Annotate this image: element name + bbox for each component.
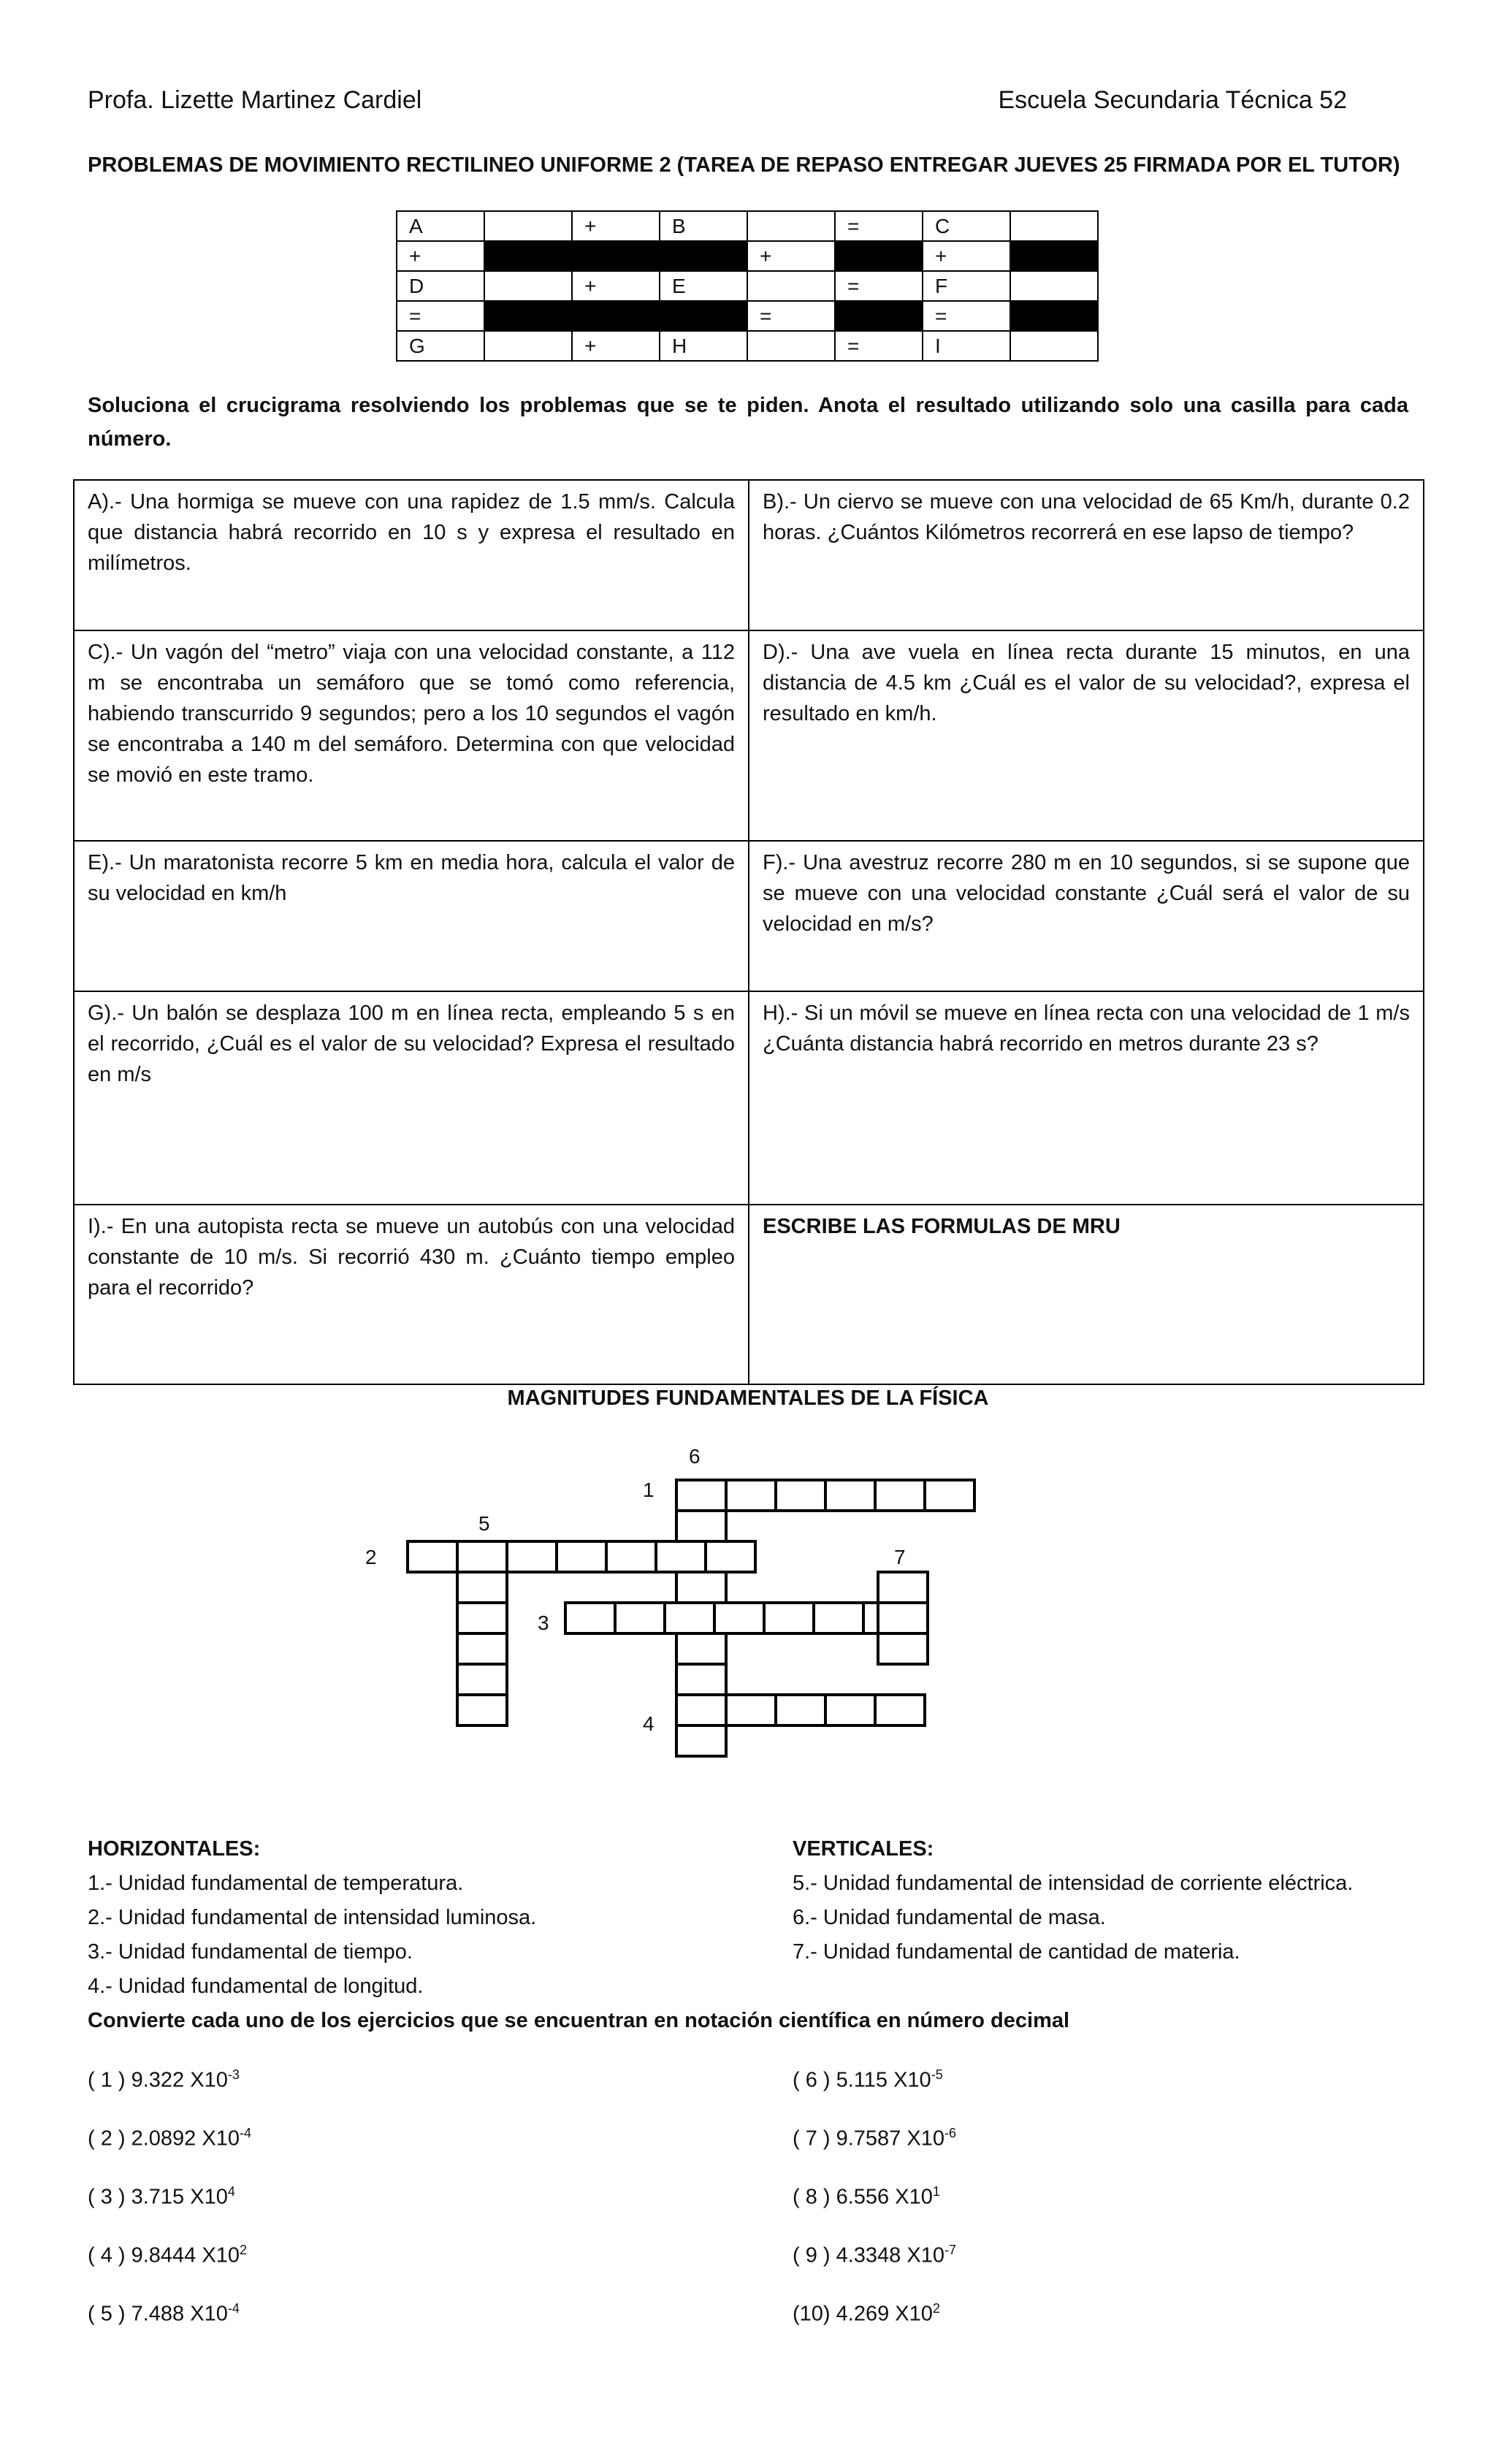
crossword-cell[interactable] bbox=[675, 1724, 728, 1758]
crossword-cell[interactable] bbox=[605, 1540, 657, 1574]
clue-h-1: 1.- Unidad fundamental de temperatura. bbox=[88, 1872, 464, 1895]
math-grid-cell bbox=[660, 241, 747, 271]
math-grid-cell: = bbox=[923, 301, 1010, 331]
math-grid-cell: + bbox=[397, 241, 484, 271]
sci-item-7: ( 7 ) 9.7587 $X10^{-6}$ bbox=[793, 2126, 956, 2151]
crossword-cell[interactable] bbox=[675, 1632, 728, 1666]
crossword-cell[interactable] bbox=[654, 1540, 707, 1574]
crossword-cell[interactable] bbox=[725, 1693, 777, 1727]
crossword-number-6: 6 bbox=[689, 1445, 701, 1468]
math-grid-cell: D bbox=[397, 271, 484, 301]
problem-b: B).- Un ciervo se mueve con una velocidad de 65 Km/h, durante 0.2 horas. ¿Cuántos Kilómetros recorrerá en ese lapso de tiempo? bbox=[749, 480, 1424, 630]
problem-g: G).- Un balón se desplaza 100 m en línea recta, empleando 5 s en el recorrido, ¿Cuál es el valor de su velocidad? Expresa el resultado en m/s bbox=[74, 991, 749, 1205]
school-name: Escuela Secundaria Técnica 52 bbox=[998, 86, 1347, 114]
math-grid-cell bbox=[835, 241, 923, 271]
crossword-cell[interactable] bbox=[505, 1540, 558, 1574]
problem-e: E).- Un maratonista recorre 5 km en media hora, calcula el valor de su velocidad en km/h bbox=[74, 841, 749, 991]
crossword-cell[interactable] bbox=[862, 1601, 915, 1635]
math-grid-row bbox=[397, 301, 1098, 331]
clue-v-7: 7.- Unidad fundamental de cantidad de materia. bbox=[793, 1940, 1240, 1964]
math-grid-cell: + bbox=[572, 211, 660, 241]
crossword-title: MAGNITUDES FUNDAMENTALES DE LA FÍSICA bbox=[507, 1387, 989, 1410]
crossword-cell[interactable] bbox=[675, 1479, 728, 1512]
math-grid-row bbox=[397, 241, 1098, 271]
problems-table bbox=[73, 479, 1424, 1385]
math-grid-cell bbox=[1010, 211, 1098, 241]
crossword-cell[interactable] bbox=[877, 1632, 929, 1666]
problem-h: H).- Si un móvil se mueve en línea recta con una velocidad de 1 m/s ¿Cuánta distancia habrá recorrido en metros durante 23 s? bbox=[749, 991, 1424, 1205]
crossword-cell[interactable] bbox=[564, 1601, 617, 1635]
clue-h-2: 2.- Unidad fundamental de intensidad luminosa. bbox=[88, 1906, 537, 1929]
crossword-cell[interactable] bbox=[763, 1601, 815, 1635]
crossword-cell[interactable] bbox=[456, 1632, 508, 1666]
crossword-cell[interactable] bbox=[923, 1479, 976, 1512]
sci-notation-title: Convierte cada uno de los ejercicios que se encuentran en notación científica en número decimal bbox=[88, 2009, 1070, 2032]
crossword-number-3: 3 bbox=[538, 1611, 549, 1634]
math-grid-cell bbox=[835, 301, 923, 331]
crossword-cell[interactable] bbox=[824, 1479, 877, 1512]
math-grid-cell bbox=[484, 271, 572, 301]
sci-item-9: ( 9 ) 4.3348 $X10^{-7}$ bbox=[793, 2243, 956, 2267]
math-grid-cell: E bbox=[660, 271, 747, 301]
math-grid-cell: I bbox=[923, 331, 1010, 361]
crossword-cell[interactable] bbox=[704, 1540, 757, 1574]
math-grid bbox=[396, 210, 1099, 362]
crossword-cell[interactable] bbox=[663, 1601, 716, 1635]
crossword-cell[interactable] bbox=[456, 1571, 508, 1604]
sci-item-10: (10) 4.269 $X10^2$ bbox=[793, 2301, 940, 2326]
math-grid-cell: = bbox=[835, 271, 923, 301]
math-grid-cell: H bbox=[660, 331, 747, 361]
math-grid-cell bbox=[1010, 271, 1098, 301]
crossword-cell[interactable] bbox=[874, 1693, 926, 1727]
crossword-number-5: 5 bbox=[478, 1512, 490, 1535]
crossword-number-7: 7 bbox=[894, 1546, 906, 1568]
math-grid-cell: A bbox=[397, 211, 484, 241]
crossword-cell[interactable] bbox=[877, 1601, 929, 1635]
problem-f: F).- Una avestruz recorre 280 m en 10 segundos, si se supone que se mueve con una velocidad constante ¿Cuál será el valor de su velocidad en m/s? bbox=[749, 841, 1424, 991]
math-grid-cell bbox=[484, 301, 572, 331]
math-grid-cell: + bbox=[572, 271, 660, 301]
math-grid-cell bbox=[1010, 331, 1098, 361]
math-grid-cell: F bbox=[923, 271, 1010, 301]
math-grid-cell bbox=[572, 241, 660, 271]
problem-d: D).- Una ave vuela en línea recta durante 15 minutos, en una distancia de 4.5 km ¿Cuál es el valor de su velocidad?, expresa el resultado en km/h. bbox=[749, 630, 1424, 841]
crossword-cell[interactable] bbox=[675, 1509, 728, 1543]
clue-h-3: 3.- Unidad fundamental de tiempo. bbox=[88, 1940, 413, 1964]
clue-h-4: 4.- Unidad fundamental de longitud. bbox=[88, 1975, 424, 1998]
math-grid-cell: G bbox=[397, 331, 484, 361]
crossword-cell[interactable] bbox=[456, 1540, 508, 1574]
crossword-cell[interactable] bbox=[675, 1693, 728, 1727]
sci-item-1: ( 1 ) 9.322 $X10^{-3}$ bbox=[88, 2067, 240, 2092]
crossword-cell[interactable] bbox=[675, 1571, 728, 1604]
crossword-number-1: 1 bbox=[643, 1479, 654, 1501]
math-grid-cell bbox=[484, 241, 572, 271]
crossword-cell[interactable] bbox=[555, 1540, 608, 1574]
sci-item-5: ( 5 ) 7.488 $X10^{-4}$ bbox=[88, 2301, 240, 2326]
math-grid-cell bbox=[747, 271, 835, 301]
crossword-number-2: 2 bbox=[365, 1546, 377, 1568]
problem-i: I).- En una autopista recta se mueve un autobús con una velocidad constante de 10 m/s. Si recorrió 430 m. ¿Cuánto tiempo empleo para el recorrido? bbox=[74, 1205, 749, 1384]
math-grid-cell: + bbox=[572, 331, 660, 361]
math-grid-cell: = bbox=[835, 331, 923, 361]
crossword-cell[interactable] bbox=[713, 1601, 766, 1635]
crossword-cell[interactable] bbox=[675, 1540, 728, 1574]
crossword-cell[interactable] bbox=[774, 1693, 827, 1727]
math-grid-cell bbox=[1010, 301, 1098, 331]
math-grid-cell: B bbox=[660, 211, 747, 241]
problem-a: A).- Una hormiga se mueve con una rapidez de 1.5 mm/s. Calcula que distancia habrá recorrido en 10 s y expresa el resultado en milímetros. bbox=[74, 480, 749, 630]
math-grid-cell: + bbox=[923, 241, 1010, 271]
math-grid-row bbox=[397, 271, 1098, 301]
crossword-cell[interactable] bbox=[456, 1663, 508, 1696]
math-grid-cell: + bbox=[747, 241, 835, 271]
math-grid-cell bbox=[484, 331, 572, 361]
sci-item-2: ( 2 ) 2.0892 $X10^{-4}$ bbox=[88, 2126, 251, 2151]
teacher-name: Profa. Lizette Martinez Cardiel bbox=[88, 86, 422, 114]
crossword-cell[interactable] bbox=[675, 1601, 728, 1635]
crossword-cell[interactable] bbox=[675, 1663, 728, 1696]
math-grid-cell: C bbox=[923, 211, 1010, 241]
crossword-cell[interactable] bbox=[725, 1479, 777, 1512]
crossword-cell[interactable] bbox=[812, 1601, 865, 1635]
math-grid-cell: = bbox=[747, 301, 835, 331]
instructions: Soluciona el crucigrama resolviendo los problemas que se te piden. Anota el resultado utilizando solo una casilla para cada número. bbox=[88, 394, 1408, 451]
math-grid-cell bbox=[572, 301, 660, 331]
crossword-cell[interactable] bbox=[824, 1693, 877, 1727]
problem-c: C).- Un vagón del “metro” viaja con una velocidad constante, a 112 m se encontraba un semáforo que se tomó como referencia, habiendo transcurrido 9 segundos; pero a los 10 segundos el vagón se encontraba a 140 m del semáforo. Determina con que velocidad se movió en este tramo. bbox=[74, 630, 749, 841]
clue-v-6: 6.- Unidad fundamental de masa. bbox=[793, 1906, 1106, 1929]
crossword-cell[interactable] bbox=[877, 1571, 929, 1604]
math-grid-cell: = bbox=[397, 301, 484, 331]
clue-v-5: 5.- Unidad fundamental de intensidad de corriente eléctrica. bbox=[793, 1872, 1354, 1895]
crossword-cell[interactable] bbox=[406, 1540, 459, 1574]
sci-item-3: ( 3 ) 3.715 $X10^4$ bbox=[88, 2184, 235, 2209]
math-grid-cell bbox=[484, 211, 572, 241]
vertical-clues-title: VERTICALES: bbox=[793, 1837, 934, 1861]
horizontal-clues-title: HORIZONTALES: bbox=[88, 1837, 261, 1861]
crossword-cell[interactable] bbox=[456, 1693, 508, 1727]
math-grid-cell: = bbox=[835, 211, 923, 241]
crossword-cell[interactable] bbox=[614, 1601, 666, 1635]
sci-item-8: ( 8 ) 6.556 $X10^1$ bbox=[793, 2184, 940, 2209]
crossword-cell[interactable] bbox=[774, 1479, 827, 1512]
math-grid-row bbox=[397, 331, 1098, 361]
math-grid-cell bbox=[747, 211, 835, 241]
math-grid-cell bbox=[747, 331, 835, 361]
crossword-number-4: 4 bbox=[643, 1712, 654, 1735]
sci-item-4: ( 4 ) 9.8444 $X10^2$ bbox=[88, 2243, 247, 2267]
formulas-box: ESCRIBE LAS FORMULAS DE MRU bbox=[749, 1205, 1424, 1384]
math-grid-row bbox=[397, 211, 1098, 241]
crossword-cell[interactable] bbox=[874, 1479, 926, 1512]
page-title: PROBLEMAS DE MOVIMIENTO RECTILINEO UNIFORME 2 (TAREA DE REPASO ENTREGAR JUEVES 25 FIRMADA POR EL TUTOR) bbox=[88, 153, 1400, 177]
math-grid-cell bbox=[660, 301, 747, 331]
crossword-cell[interactable] bbox=[456, 1601, 508, 1635]
sci-item-6: ( 6 ) 5.115 $X10^{-5}$ bbox=[793, 2067, 943, 2092]
math-grid-cell bbox=[1010, 241, 1098, 271]
